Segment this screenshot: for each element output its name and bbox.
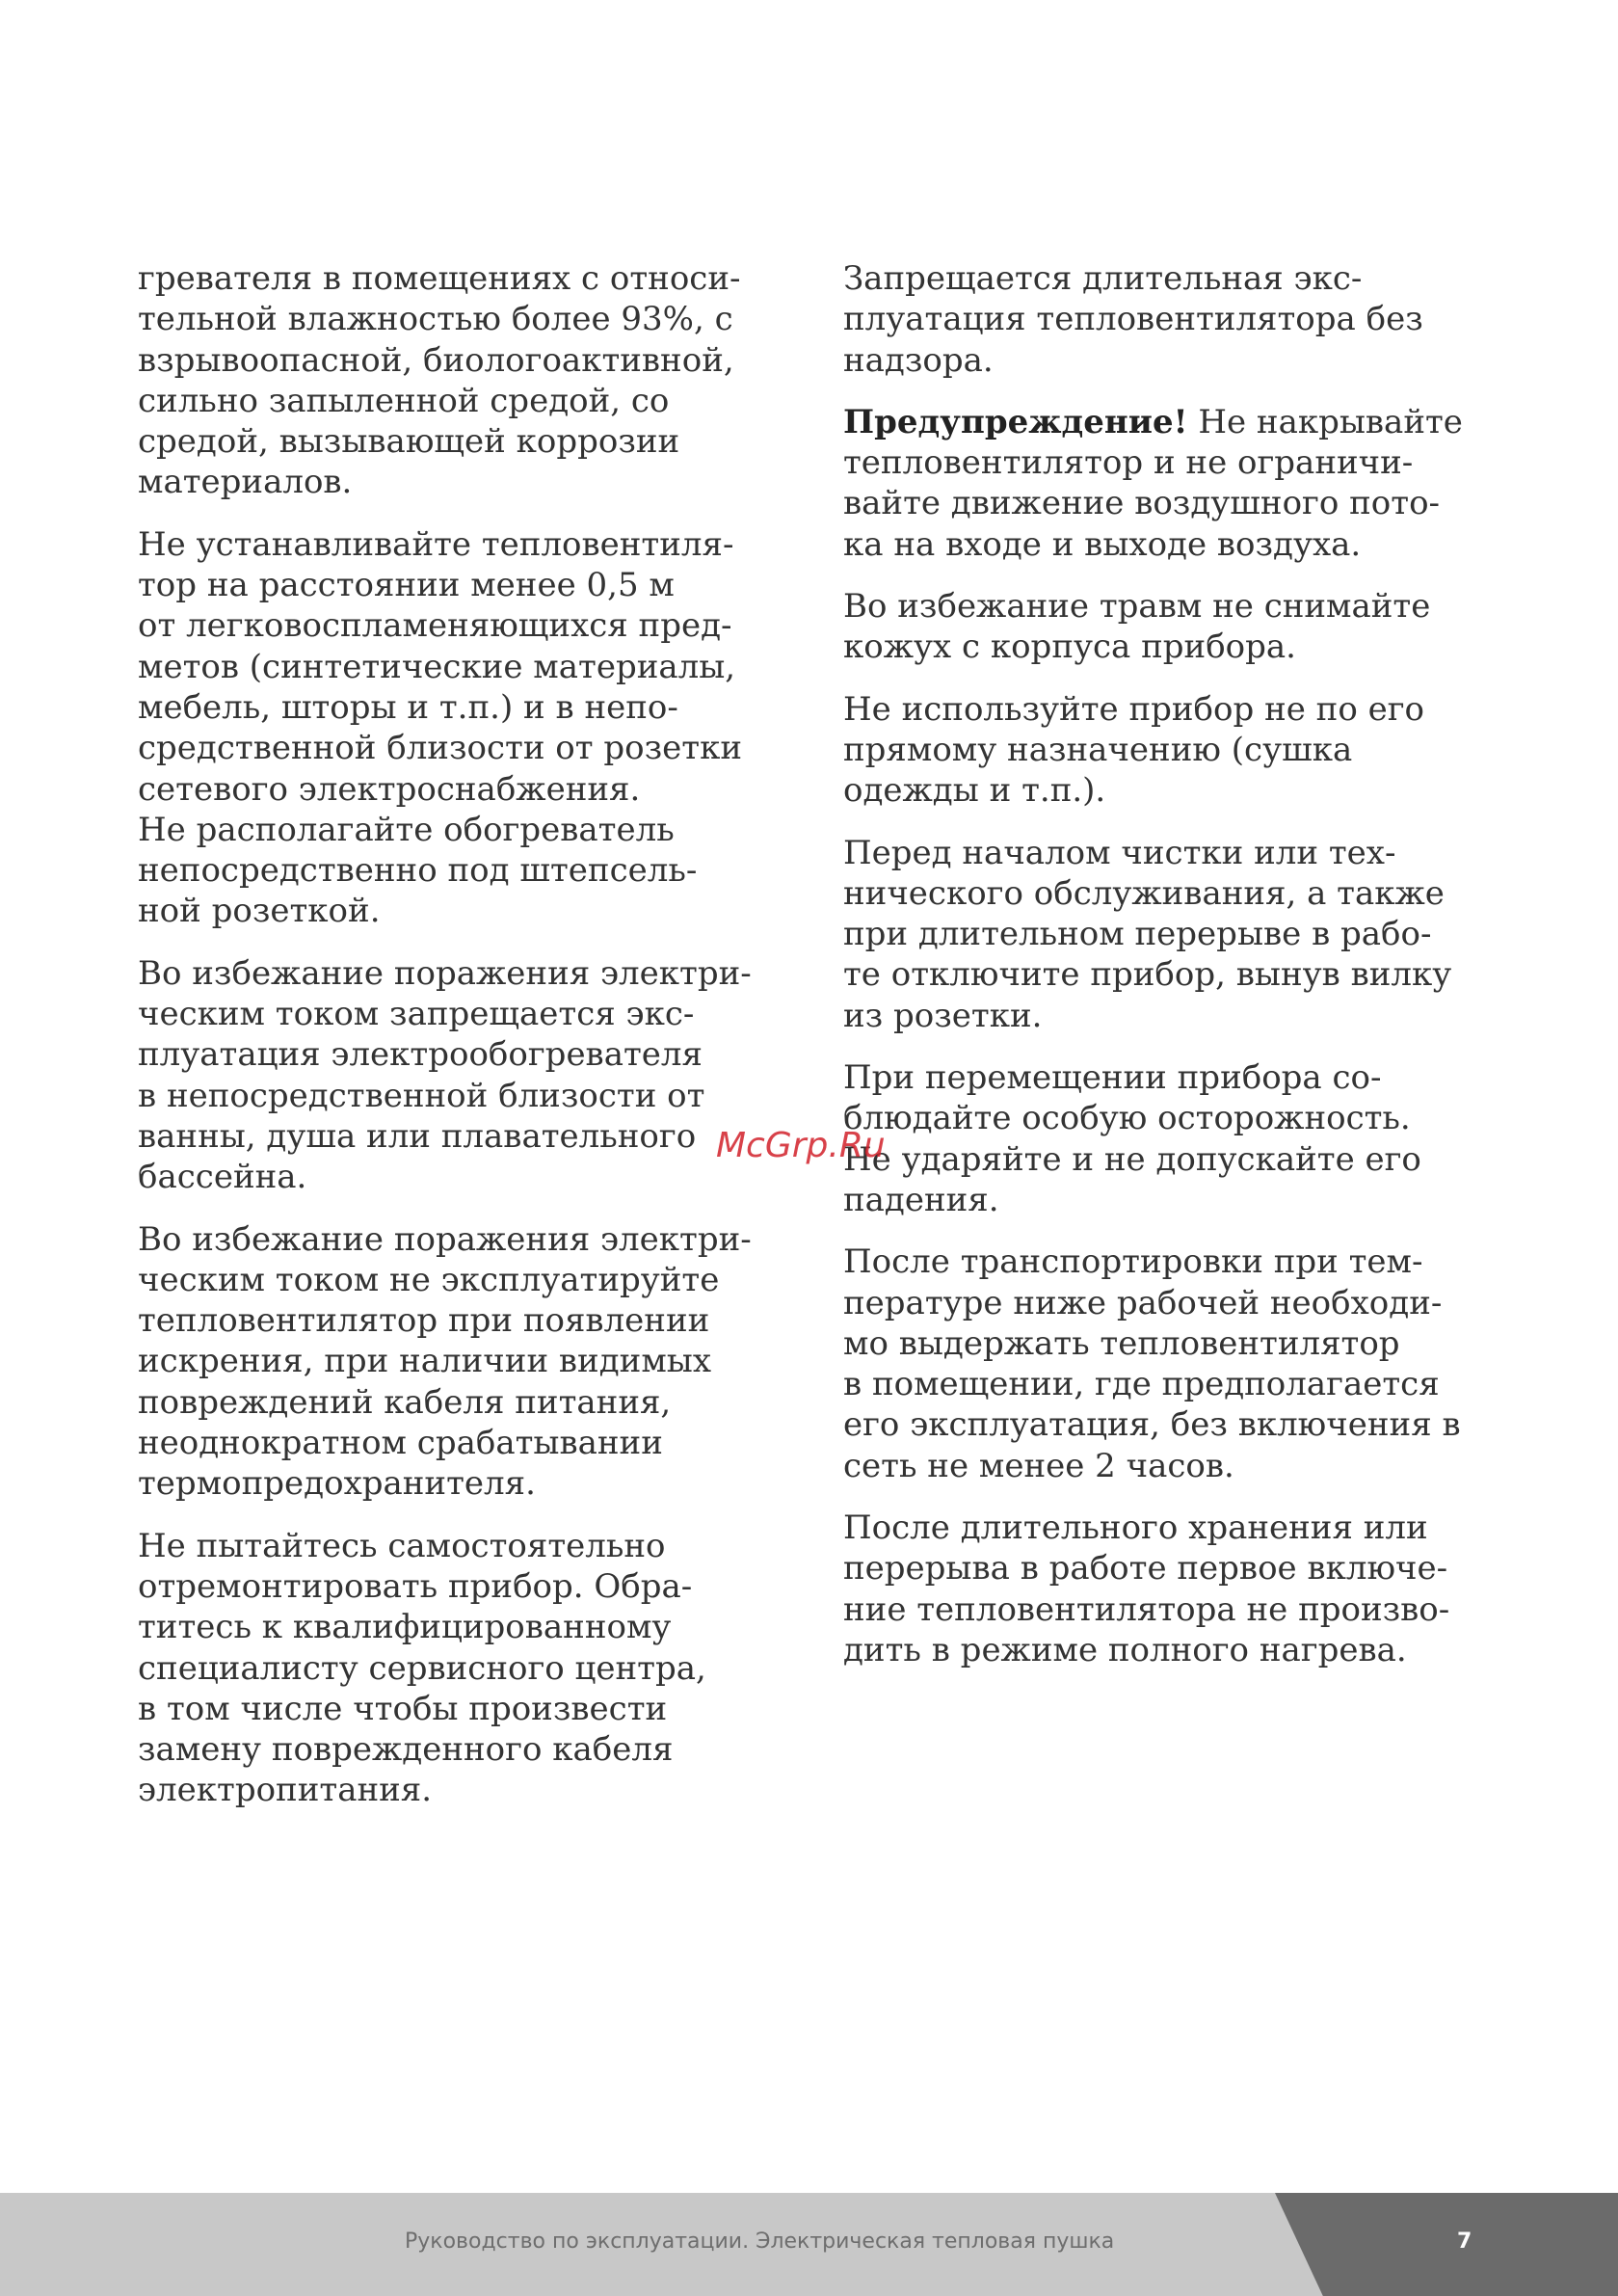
warning-label: Предупреждение!	[843, 402, 1188, 441]
text-line: При перемещении прибора со-	[843, 1058, 1382, 1098]
text-line: при длительном перерыве в рабо-	[843, 915, 1432, 954]
text-line: в непосредственной близости от	[138, 1076, 705, 1115]
text-line: термопредохранителя.	[138, 1464, 536, 1504]
text-line: ка на входе и выходе воздуха.	[843, 524, 1362, 564]
text-line: плуатация электрообогревателя	[138, 1035, 703, 1075]
text-line: мо выдержать тепловентилятор	[843, 1323, 1400, 1363]
text-line: искрения, при наличии видимых	[138, 1342, 711, 1381]
paragraph-storage	[843, 1508, 1537, 1670]
text-line: ческим током запрещается экс-	[138, 995, 695, 1034]
text-line: мебель, шторы и т.п.) и в непо-	[138, 687, 678, 727]
paragraph-transport	[843, 1241, 1537, 1486]
paragraph-moving	[843, 1057, 1537, 1220]
text-line: взрывоопасной, биологоактивной,	[138, 340, 734, 380]
text-line: гревателя в помещениях с относи-	[138, 259, 741, 298]
text-line: его эксплуатация, без включения в	[843, 1405, 1461, 1445]
text-line: ной розеткой.	[138, 892, 381, 931]
left-text-column	[138, 258, 832, 1832]
text-line: метов (синтетические материалы,	[138, 647, 736, 686]
text-line: Не устанавливайте тепловентиля-	[138, 524, 734, 564]
paragraph-sparking	[138, 1219, 832, 1505]
paragraph-warning	[843, 402, 1537, 565]
text-line: бассейна.	[138, 1158, 307, 1197]
text-line: из розетки.	[843, 996, 1043, 1035]
text-line: Не пытайтесь самостоятельно	[138, 1526, 666, 1565]
text-line: Не используйте прибор не по его	[843, 689, 1425, 729]
right-text-column	[843, 258, 1537, 1692]
paragraph-casing	[843, 586, 1537, 668]
text-line: Во избежание поражения электри-	[138, 1219, 752, 1259]
text-line: средственной близости от розетки	[138, 729, 743, 768]
paragraph-supervision	[843, 258, 1537, 381]
text-line: Перед началом чистки или тех-	[843, 833, 1396, 872]
text-line: перерыва в работе первое включе-	[843, 1549, 1448, 1589]
text-line: После транспортировки при тем-	[843, 1242, 1423, 1282]
text-line: Не располагайте обогреватель	[138, 810, 675, 849]
text-line: в том числе чтобы произвести	[138, 1689, 668, 1728]
paragraph-humidity	[138, 258, 832, 503]
text-line: сильно запыленной средой, со	[138, 381, 670, 420]
text-line: неоднократном срабатывании	[138, 1424, 663, 1463]
text-line: ческим током не эксплуатируйте	[138, 1260, 720, 1299]
text-line: нического обслуживания, а также	[843, 873, 1445, 913]
text-line: Во избежание поражения электри-	[138, 953, 752, 993]
watermark: McGrp.Ru	[716, 1126, 886, 1165]
text-line: пературе ниже рабочей необходи-	[843, 1283, 1443, 1322]
text-line: ние тепловентилятора не произво-	[843, 1589, 1450, 1629]
text-line: падения.	[843, 1180, 999, 1219]
text-line: сетевого электроснабжения.	[138, 769, 641, 809]
text-line: Запрещается длительная экс-	[843, 259, 1363, 298]
text-line: плуатация тепловентилятора без	[843, 300, 1423, 339]
text-line: одежды и т.п.).	[843, 771, 1106, 811]
text-line: повреждений кабеля питания,	[138, 1382, 672, 1422]
page-footer	[0, 2193, 1618, 2296]
text-line: непосредственно под штепсель-	[138, 851, 698, 891]
warning-first-line: Не накрывайте	[1187, 402, 1463, 441]
text-line: Не ударяйте и не допускайте его	[843, 1139, 1421, 1179]
paragraph-placement	[138, 524, 832, 932]
text-line: титесь к квалифицированному	[138, 1608, 672, 1647]
text-line: от легковоспламеняющихся пред-	[138, 606, 732, 646]
text-line: тор на расстоянии менее 0,5 м	[138, 566, 675, 605]
text-line: специалисту сервисного центра,	[138, 1648, 706, 1688]
text-line: ванны, душа или плавательного	[138, 1116, 697, 1156]
text-line: дить в режиме полного нагрева.	[843, 1630, 1407, 1669]
paragraph-purpose	[843, 689, 1537, 812]
footer-title: Руководство по эксплуатации. Электрическая тепловая пушка	[405, 2229, 1115, 2254]
text-line: отремонтировать прибор. Обра-	[138, 1566, 693, 1606]
text-line: электропитания.	[138, 1771, 433, 1810]
text-line: тельной влажностью более 93%, с	[138, 300, 733, 339]
paragraph-repair	[138, 1526, 832, 1811]
text-line: После длительного хранения или	[843, 1508, 1428, 1548]
page-number: 7	[1457, 2229, 1472, 2254]
text-line: замену поврежденного кабеля	[138, 1730, 674, 1770]
text-line: в помещении, где предполагается	[843, 1365, 1440, 1404]
text-line: надзора.	[843, 340, 994, 380]
text-line: вайте движение воздушного пото-	[843, 484, 1441, 523]
text-line: средой, вызывающей коррозии	[138, 422, 680, 462]
text-line	[843, 402, 1537, 442]
text-line: те отключите прибор, вынув вилку	[843, 955, 1452, 995]
text-line: тепловентилятор и не ограничи-	[843, 443, 1414, 483]
text-line: кожух с корпуса прибора.	[843, 627, 1296, 667]
paragraph-cleaning	[843, 833, 1537, 1036]
text-line: тепловентилятор при появлении	[138, 1301, 710, 1341]
footer-page-tab	[1275, 2193, 1618, 2296]
text-line: Во избежание травм не снимайте	[843, 587, 1431, 627]
text-line: сеть не менее 2 часов.	[843, 1446, 1234, 1485]
text-line: материалов.	[138, 463, 353, 502]
text-line: прямому назначению (сушка	[843, 730, 1353, 769]
text-line: блюдайте особую осторожность.	[843, 1099, 1411, 1138]
